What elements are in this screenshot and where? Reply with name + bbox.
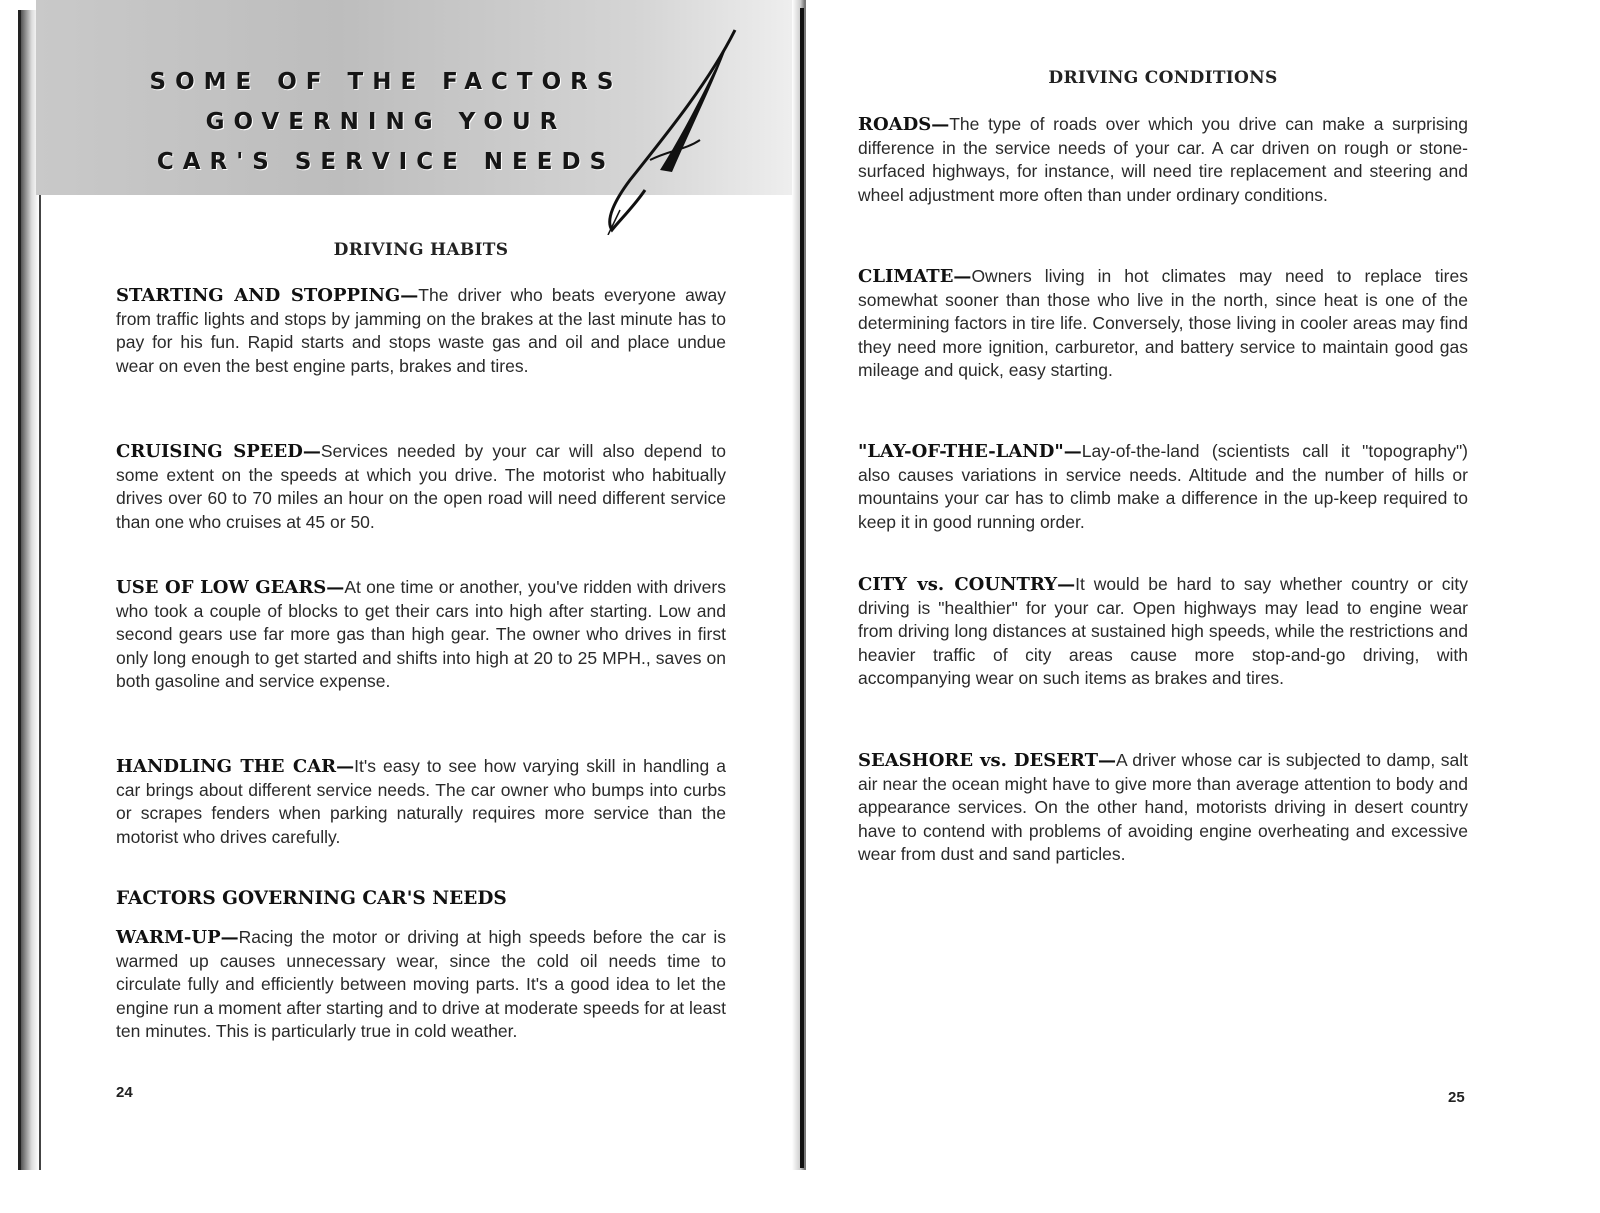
paragraph-body: A driver whose car is subjected to damp, salt air near the ocean might have to give more than average attention to body and appearance services. On the other hand, motorists driving in desert country have to contend with problems of avoiding engine overheating and excessive wear from dust and sand particles. — [858, 750, 1468, 864]
paragraph-body: At one time or another, you've ridden with drivers who took a couple of blocks to get their cars into high after starting. Low and second gears use far more gas than high gear. The owner who drives in first only long enough to get started and shifts into high at 20 to 25 MPH., saves on both gasoline and service expense. — [116, 577, 726, 691]
subheading-factors: FACTORS GOVERNING CAR'S NEEDS — [116, 888, 507, 909]
paragraph-seashore-desert — [858, 749, 1468, 867]
paragraph-lead: CRUISING SPEED— — [116, 441, 321, 462]
paragraph-starting-stopping — [116, 284, 726, 378]
paragraph-body: It would be hard to say whether country or city driving is "healthier" for your car. Open highways may lead to engine wear from driving long distances at sustained high speeds, while the restrictions and heavier traffic of city areas cause more stop-and-go driving, with accompanying wear on such items as brakes and tires. — [858, 574, 1468, 688]
banner-line-1: SOME OF THE FACTORS — [149, 69, 623, 95]
banner-title — [126, 62, 646, 182]
paragraph-lead: SEASHORE vs. DESERT— — [858, 750, 1116, 771]
section-heading-driving-conditions: DRIVING CONDITIONS — [1048, 68, 1278, 88]
paragraph-body: It's easy to see how varying skill in handling a car brings about different service needs. The car owner who bumps into curbs or scrapes fenders when parking naturally requires more service than the motorist who drives carefully. — [116, 756, 726, 847]
paragraph-handling-car — [116, 755, 726, 849]
paragraph-lead: CITY vs. COUNTRY— — [858, 574, 1076, 595]
paragraph-body: Lay-of-the-land (scientists call it "topography") also causes variations in service needs. Altitude and the number of hills or mountains your car has to climb make a difference in the up-keep required to keep it in good running order. — [858, 441, 1468, 532]
paragraph-body: Services needed by your car will also depend to some extent on the speeds at which you drive. The motorist who habitually drives over 60 to 70 miles an hour on the open road will need different service than one who cruises at 45 or 50. — [116, 441, 726, 532]
gutter-line — [800, 8, 804, 1168]
paragraph-low-gears — [116, 576, 726, 694]
paragraph-lead: ROADS— — [858, 114, 950, 135]
paragraph-cruising-speed — [116, 440, 726, 534]
paragraph-body: The type of roads over which you drive can make a surprising difference in the service needs of your car. A car driven on rough or stone-surfaced highways, for instance, will need tire replacement and steering and wheel adjustment more often than under ordinary conditions. — [858, 114, 1468, 205]
paragraph-lead: WARM-UP— — [116, 927, 239, 948]
paragraph-climate — [858, 265, 1468, 383]
paragraph-body: The driver who beats everyone away from traffic lights and stops by jamming on the brakes at the last minute has to pay for his fun. Rapid starts and stops waste gas and oil and place undue wear on even the best engine parts, brakes and tires. — [116, 285, 726, 376]
page-number-left: 24 — [116, 1084, 133, 1101]
winged-logo-icon — [590, 20, 740, 235]
paragraph-body: Owners living in hot climates may need to replace tires somewhat sooner than those who live in the north, since heat is one of the determining factors in tire life. Conversely, those living in cooler areas may find they need more ignition, carburetor, and battery service to maintain good gas mileage and quick, easy starting. — [858, 266, 1468, 380]
paragraph-city-country — [858, 573, 1468, 691]
section-heading-driving-habits: DRIVING HABITS — [333, 240, 509, 260]
paragraph-warm-up — [116, 926, 726, 1044]
paragraph-lay-of-the-land — [858, 440, 1468, 534]
paragraph-roads — [858, 113, 1468, 207]
page-number-right: 25 — [1448, 1089, 1465, 1106]
paragraph-lead: CLIMATE— — [858, 266, 972, 287]
paragraph-lead: STARTING AND STOPPING— — [116, 285, 419, 306]
paragraph-lead: HANDLING THE CAR— — [116, 756, 355, 777]
paragraph-body: Racing the motor or driving at high speeds before the car is warmed up causes unnecessary wear, since the cold oil needs time to circulate fully and efficiently between moving parts. It's a good idea to let the engine run a moment after starting and to drive at moderate speeds for at least ten minutes. This is particularly true in cold weather. — [116, 927, 726, 1041]
banner-line-2: GOVERNING YOUR — [205, 109, 567, 135]
paragraph-lead: "LAY-OF-THE-LAND"— — [858, 441, 1082, 462]
banner-line-3: CAR'S SERVICE NEEDS — [156, 149, 616, 175]
paragraph-lead: USE OF LOW GEARS— — [116, 577, 345, 598]
